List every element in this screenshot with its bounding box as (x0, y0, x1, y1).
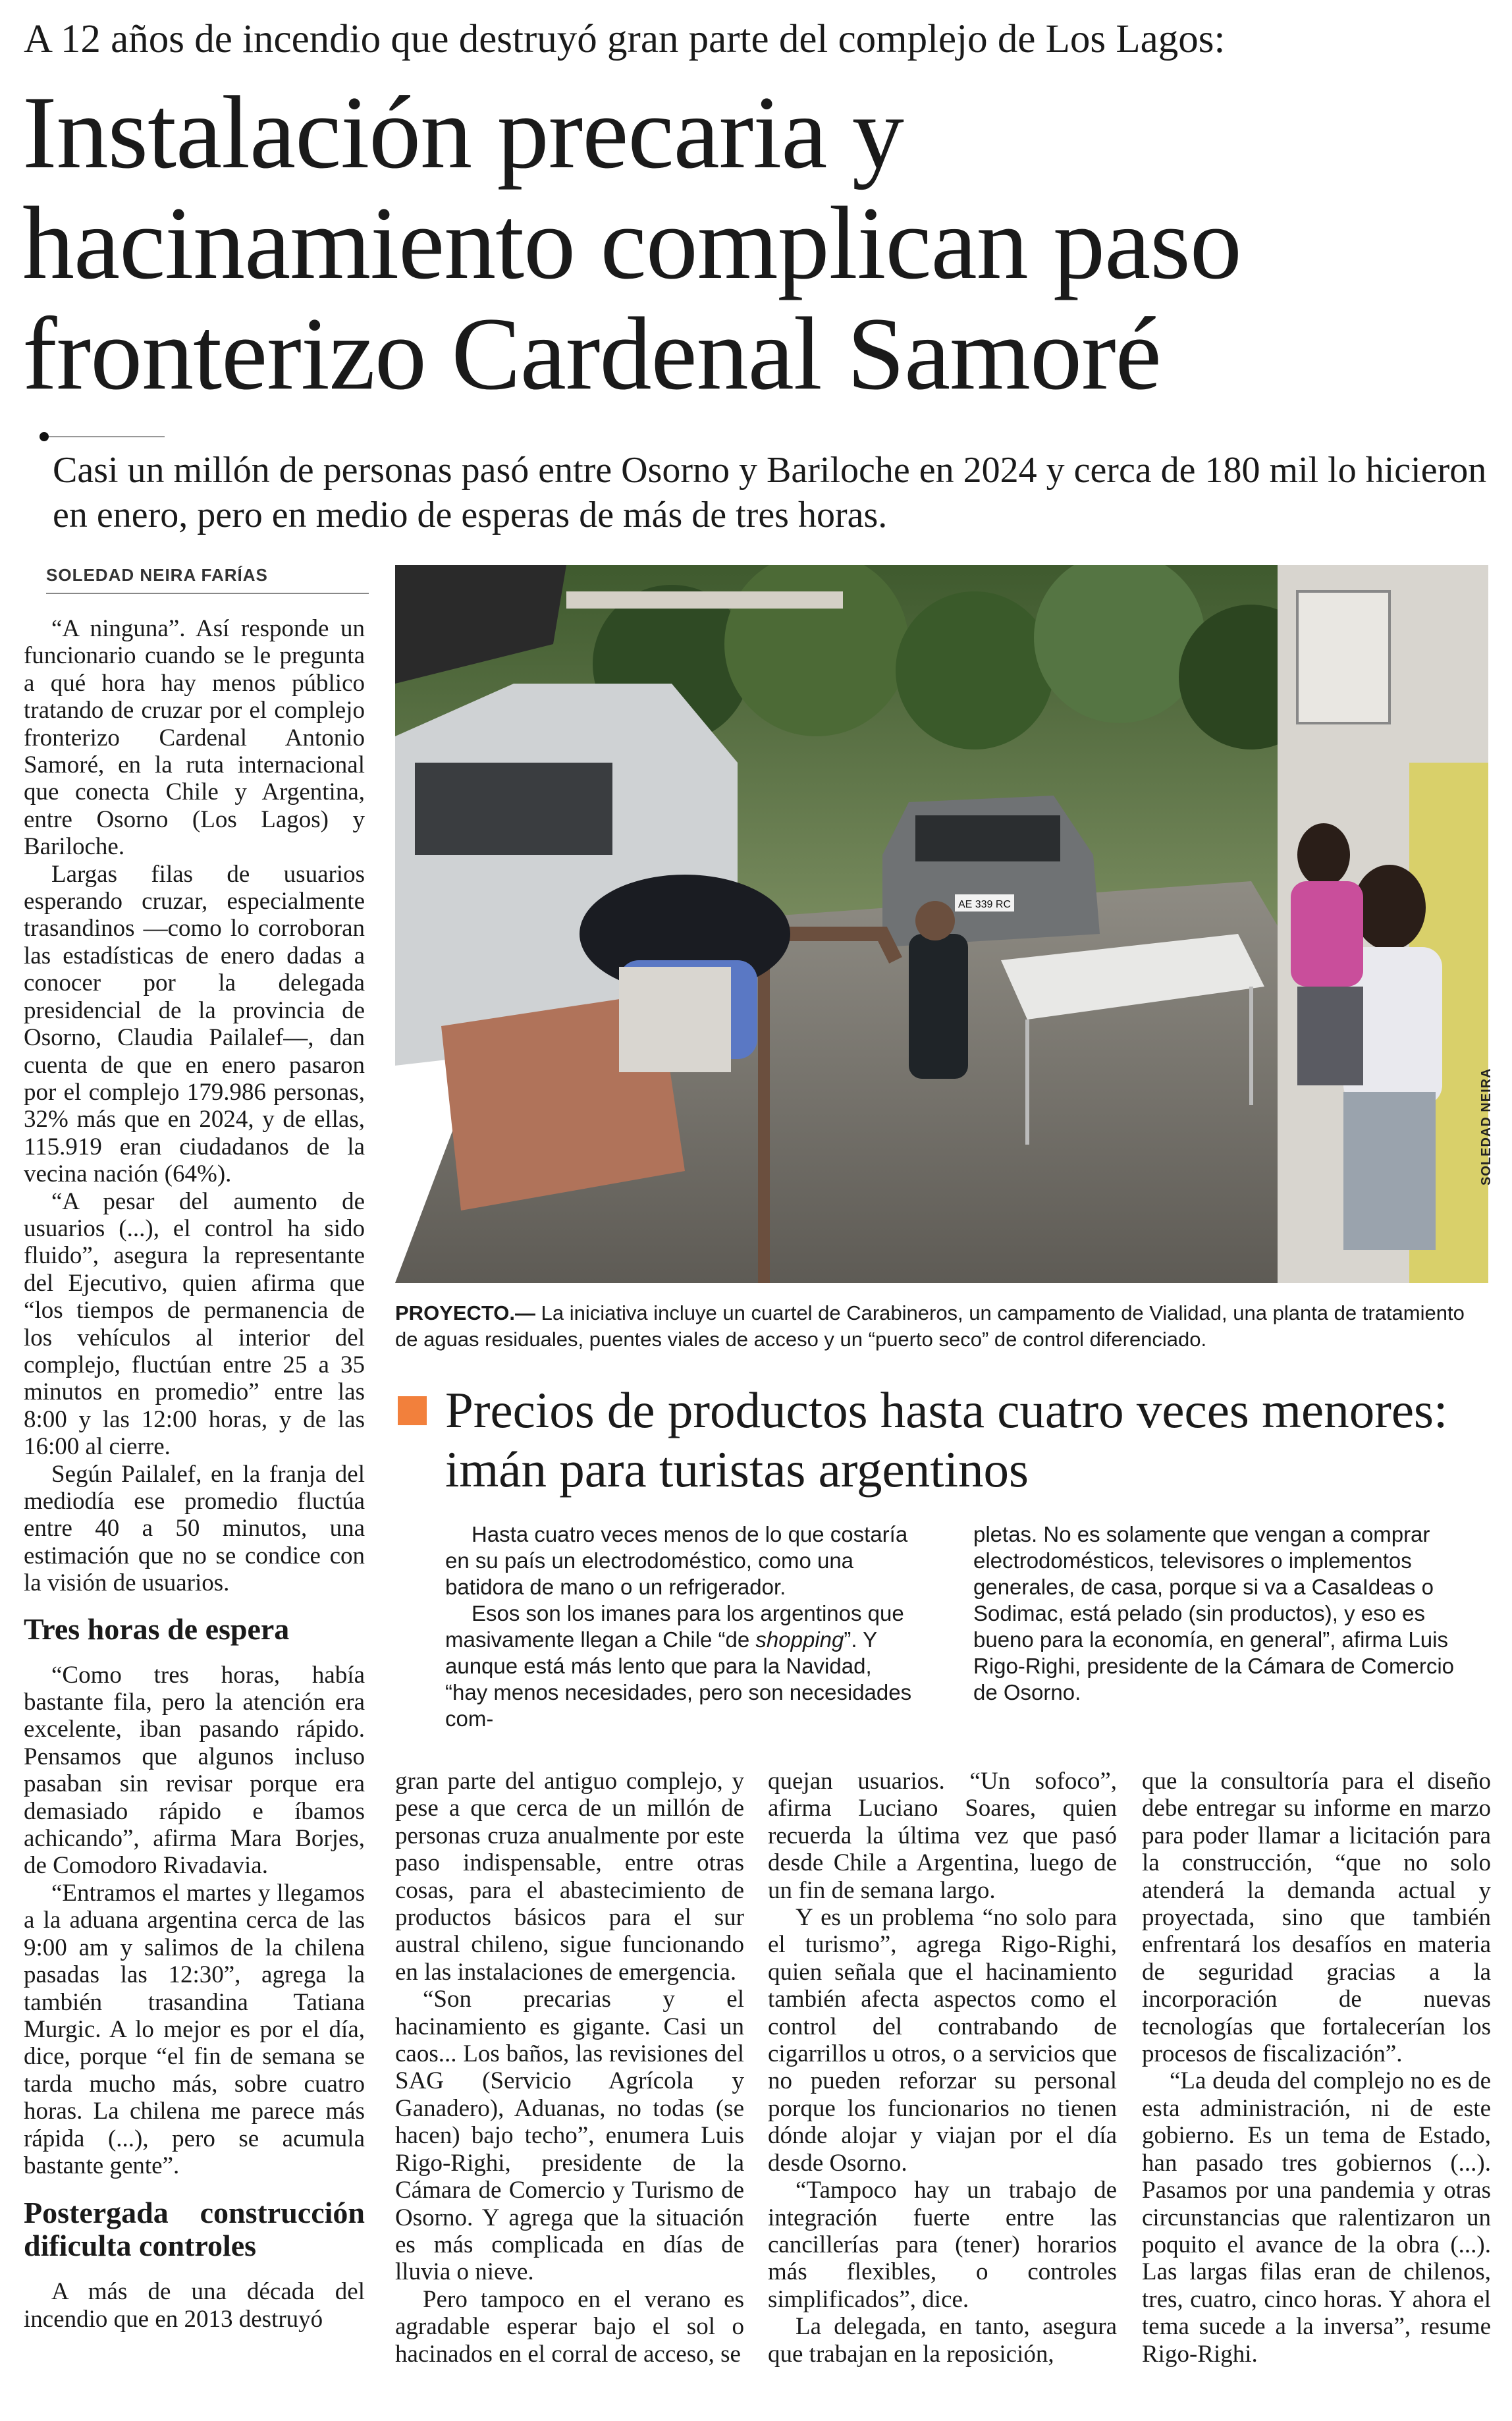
section-heading: Tres horas de espera (24, 1612, 290, 1646)
headline (22, 75, 1498, 412)
kicker: A 12 años de incendio que destruyó gran parte del complejo de Los Lagos: (24, 17, 1226, 61)
divider-line (49, 436, 165, 437)
photo-credit: SOLEDAD NEIRA (1479, 1068, 1494, 1185)
car-windshield (915, 815, 1060, 861)
tree (896, 591, 1054, 749)
paper-notice (619, 967, 731, 1072)
paragraph: “A ninguna”. Así responde un funcionario cuando se le pregunta a qué hora hay menos público tratando de cruzar por el complejo fronterizo Cardenal Antonio Samoré, en la ruta internacional que conecta Chile y Argentina, entre Osorno (Los Lagos) y Bariloche. (24, 615, 365, 861)
byline: SOLEDAD NEIRA FARÍAS (46, 565, 268, 585)
article-column-3 (768, 1768, 1117, 2400)
paragraph: pletas. No es solamente que vengan a comprar electrodomésticos, televisores o implementos generales, de casa, porque si va a CasaIdeas o Sodimac, está pelado (sin productos), y eso es bueno para la economía, en general”, afirma Luis Rigo-Righi, presidente de la Cámara de Comercio de Osorno. (973, 1522, 1455, 1704)
paragraph: gran parte del antiguo complejo, y pese a que cerca de un millón de personas cruza anualmente por este paso indispensable, entre otras cosas, para el abastecimiento de productos básicos para el sur austral chileno, sigue funcionando en las instalaciones de emergencia. (395, 1768, 744, 1986)
woman-hair (1353, 865, 1426, 950)
paragraph: Y es un problema “no solo para el turismo”, agrega Rigo-Righi, quien señala que el hacinamiento también afecta aspectos como el control del contrabando de cigarrillos u otros, o a servicios que no pueden reforzar su personal porque los funcionarios no tienen dónde alojar y viajan por el día desde Osorno. (768, 1904, 1117, 2177)
article-column-2 (395, 1768, 744, 2400)
headline-line: fronterizo Cardenal Samoré (22, 296, 1161, 412)
paragraph: Hasta cuatro veces menos de lo que costaría en su país un electrodoméstico, como una batidora de mano o un refrigerador. (445, 1522, 908, 1599)
sidebar-marker (398, 1396, 427, 1425)
paragraph: Esos son los imanes para los argentinos que masivamente llegan a Chile “de shopping”. Y aunque está más lento que para la Navidad, “hay menos necesidades, pero son necesidades com- (445, 1601, 912, 1731)
booth-window (1297, 591, 1390, 723)
article-column-1 (24, 615, 365, 2393)
paragraph: “Tampoco hay un trabajo de integración fuerte entre las cancillerías para (tener) horarios más flexibles, o controles simplificados”, dice. (768, 2177, 1117, 2313)
sidebar-title: Precios de productos hasta cuatro veces menores: imán para turistas argentinos (445, 1382, 1448, 1498)
section-heading: Postergada construcción dificulta controles (24, 2196, 365, 2263)
paragraph: “Como tres horas, había bastante fila, pero la atención era excelente, iban pasando rápido. Pensamos que algunos incluso pasaban sin revisar porque era demasiado rápido e íbamos achicando”, afirma Mara Borjes, de Comodoro Rivadavia. (24, 1661, 365, 1880)
news-photo (395, 565, 1488, 1283)
paragraph: que la consultoría para el diseño debe entregar su informe en marzo para poder llamar a licitación para la construcción, “que no solo atenderá la demanda actual y proyectada, sino que también enfrentará los desafíos en materia de seguridad gracias a la incorporación de nuevas tecnologías que fortalecerían los procesos de fiscalización”. (1142, 1768, 1491, 2068)
girl-pants (1297, 987, 1363, 1085)
license-plate-text: AE 339 RC (958, 899, 1012, 910)
girl-hair (1297, 823, 1350, 886)
traveler (909, 934, 968, 1079)
border-crossing-photo (395, 565, 1488, 1283)
paragraph: quejan usuarios. “Un sofoco”, afirma Luciano Soares, quien recuerda la última vez que pasó desde Chile a Argentina, luego de un fin de semana largo. (768, 1768, 1117, 1904)
byline-rule (46, 593, 369, 594)
paragraph: “Son precarias y el hacinamiento es gigante. Casi un caos... Los baños, las revisiones del SAG (Servicio Agrícola y Ganadero), Aduanas, no todas (se hacen) bajo techo”, enumera Luis Rigo-Righi, presidente de la Cámara de Comercio y Turismo de Osorno. Y agrega que la situación es más complicada en días de lluvia o nieve. (395, 1986, 744, 2286)
headline-line: hacinamiento complican paso (22, 186, 1241, 301)
emphasis: shopping (755, 1627, 844, 1652)
paragraph: “La deuda del complejo no es de esta administración, ni de este gobierno. Es un tema de Estado, han pasado tres gobiernos (...). Pasamos por una pandemia y otras circunstancias que ralentizaron un poquito el avance de la obra (...). Las largas filas eran de chilenos, tres, cuatro, cinco horas. Y ahora el tema sucede a la inversa”, resume Rigo-Righi. (1142, 2067, 1491, 2368)
paragraph: A más de una década del incendio que en 2013 destruyó (24, 2278, 365, 2333)
caption-text: La iniciativa incluye un cuartel de Carabineros, un campamento de Vialidad, una planta de tratamiento de aguas residuales, puentes viales de acceso y un “puerto seco” de control diferenciado. (395, 1301, 1465, 1351)
sidebar-column-left (445, 1521, 919, 1732)
roof-beam (566, 591, 843, 609)
dek: Casi un millón de personas pasó entre Osorno y Bariloche en 2024 y cerca de 180 mil lo hicieron en enero, pero en medio de esperas de más de tres horas. (53, 450, 1487, 535)
paragraph: “A pesar del aumento de usuarios (...), el control ha sido fluido”, asegura la representante del Ejecutivo, quien afirma que “los tiempos de permanencia de los vehículos al interior del complejo, fluctúan entre 25 a 35 minutos en promedio” entre las 8:00 y las 12:00 horas, y de las 16:00 al cierre. (24, 1187, 365, 1461)
photo-caption (395, 1300, 1488, 1353)
car-window (415, 763, 612, 855)
paragraph: “Entramos el martes y llegamos a la aduana argentina cerca de las 9:00 am y salimos de la chilena pasadas las 12:30”, agrega la también trasandina Tatiana Murgic. A lo mejor es por el día, dice, porque “el fin de semana se tarda mucho más, sobre cuatro horas. La chilena me parece más rápida (...), pero se acumula bastante gente”. (24, 1879, 365, 2179)
paragraph: Según Pailalef, en la franja del mediodía ese promedio fluctúa entre 40 a 50 minutos, una estimación que no se condice con la visión de usuarios. (24, 1460, 365, 1597)
woman-jeans (1343, 1092, 1436, 1250)
divider-dot (40, 432, 49, 441)
caption-label: PROYECTO.— (395, 1301, 536, 1324)
paragraph: Largas filas de usuarios esperando cruzar, especialmente trasandinos —como lo corroboran las estadísticas de enero dadas a conocer por la delegada presidencial de la provincia de Osorno, Claudia Pailalef—, dan cuenta de que en enero pasaron por el complejo 179.986 personas, 32% más que en 2024, y de ellas, 115.919 eran ciudadanos de la vecina nación (64%). (24, 860, 365, 1188)
girl-pink-top (1291, 881, 1363, 987)
paragraph: Pero tampoco en el verano es agradable esperar bajo el sol o hacinados en el corral de acceso, se (395, 2285, 744, 2368)
article-column-4 (1142, 1768, 1491, 2400)
sidebar-column-right (973, 1521, 1461, 1706)
paragraph: La delegada, en tanto, asegura que trabajan en la reposición, (768, 2313, 1117, 2368)
headline-line: Instalación precaria y (22, 75, 904, 190)
